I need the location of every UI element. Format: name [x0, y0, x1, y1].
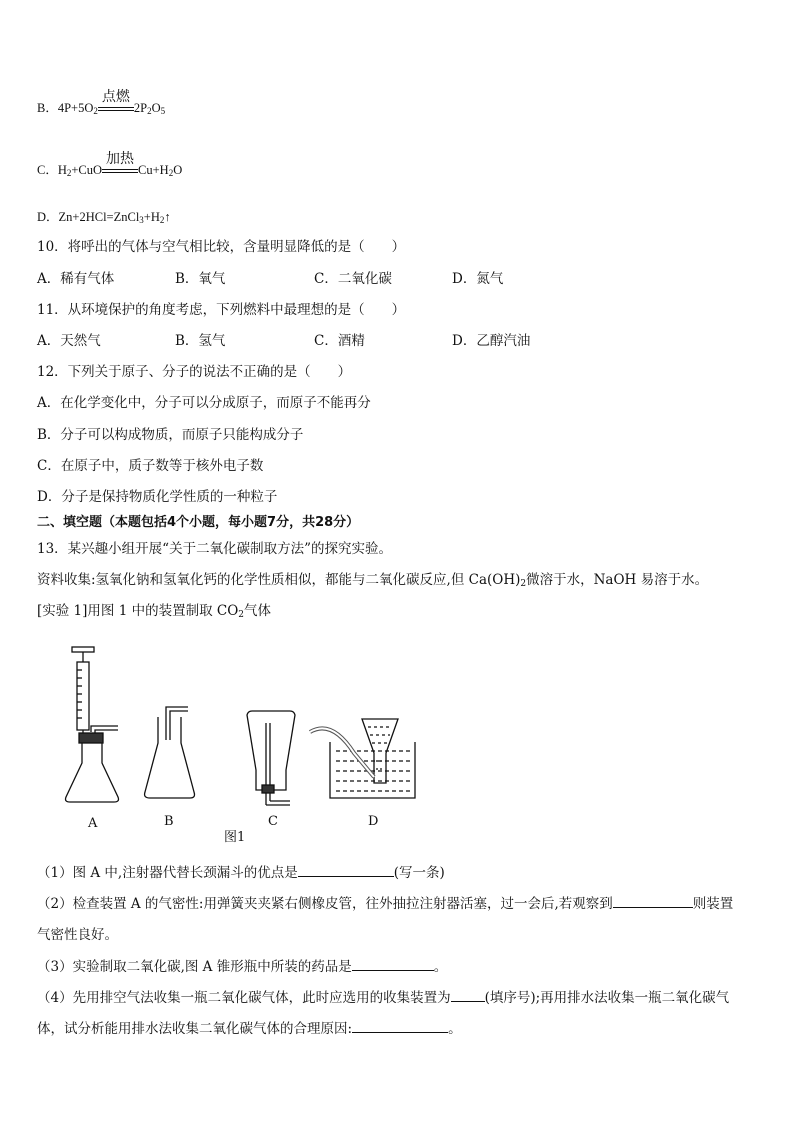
fig-label-b: B — [164, 814, 174, 829]
fig-label-c: C — [268, 814, 278, 829]
q11-option-d: D．乙醇汽油 — [452, 333, 531, 349]
answer-blank-2[interactable] — [613, 893, 693, 908]
q11-option-b: B．氢气 — [175, 333, 226, 349]
answer-blank-3[interactable] — [352, 956, 434, 971]
q13-part-4-cont: 体，试分析能用排水法收集二氧化碳气体的合理原因: 。 — [37, 1018, 462, 1039]
question-13-stem: 13．某兴趣小组开展“关于二氧化碳制取方法”的探究实验。 — [37, 541, 392, 557]
answer-blank-5[interactable] — [352, 1018, 448, 1033]
q12-option-c: C．在原子中，质子数等于核外电子数 — [37, 458, 264, 474]
figure-caption: 图1 — [224, 830, 246, 845]
reaction-condition-burn: 点燃 — [98, 98, 134, 118]
q11-option-a: A．天然气 — [37, 333, 101, 349]
fig-label-d: D — [368, 814, 379, 829]
q12-option-d: D．分子是保持物质化学性质的一种粒子 — [37, 489, 278, 505]
equation-d: D．$Zn+2HCl=ZnCl_3+H_2↑$ — [37, 210, 171, 225]
answer-blank-4[interactable] — [451, 987, 485, 1002]
apparatus-figure — [0, 635, 794, 845]
q10-option-a: A．稀有气体 — [37, 271, 115, 287]
q13-part-3: （3）实验制取二氧化碳,图 A 锥形瓶中所装的药品是 。 — [37, 956, 447, 977]
apparatus-a-flask-with-syringe — [66, 647, 119, 802]
q13-part-2-cont: 气密性良好。 — [37, 927, 118, 943]
q11-option-c: C．酒精 — [314, 333, 365, 349]
apparatus-b-conical-flask — [145, 707, 195, 798]
apparatus-c-inverted-bottle — [247, 711, 295, 805]
q13-info: 资料收集:氢氧化钠和氢氧化钙的化学性质相似，都能与二氧化碳反应,但 $Ca(OH)_2$微溶于水，NaOH 易溶于水。 — [37, 572, 709, 589]
q10-option-d: D．氮气 — [452, 271, 504, 287]
q12-option-a: A．在化学变化中，分子可以分成原子，而原子不能再分 — [37, 395, 371, 411]
q13-part-4: （4）先用排空气法收集一瓶二氧化碳气体，此时应选用的收集装置为 (填序号);再用排水法收集一瓶二氧化碳气 — [37, 987, 729, 1008]
q12-option-b: B．分子可以构成物质，而原子只能构成分子 — [37, 427, 304, 443]
fig-label-a: A — [88, 816, 98, 831]
q13-experiment-1: [实验 1]用图 1 中的装置制取 $CO_2$气体 — [37, 603, 272, 620]
reaction-condition-heat: 加热 — [102, 160, 138, 180]
q10-option-c: C．二氧化碳 — [314, 271, 392, 287]
equation-b: B．$4P+5O_2$ 点燃 $2P_2O_5$ — [37, 89, 166, 116]
question-11-stem: 11．从环境保护的角度考虑，下列燃料中最理想的是（ ） — [37, 302, 406, 318]
q13-part-1: （1）图 A 中,注射器代替长颈漏斗的优点是 (写一条) — [37, 862, 445, 883]
q10-option-b: B．氧气 — [175, 271, 226, 287]
q13-part-2: （2）检查装置 A 的气密性:用弹簧夹夹紧右侧橡皮管，往外抽拉注射器活塞，过一会后,若观察到 则装置 — [37, 893, 733, 914]
section-heading: 二、填空题（本题包括4个小题，每小题7分，共28分） — [37, 515, 360, 530]
equation-c: C．$H_2+CuO$ 加热 $Cu+H_2O$ — [37, 151, 183, 178]
question-12-stem: 12．下列关于原子、分子的说法不正确的是（ ） — [37, 364, 352, 380]
question-10-stem: 10．将呼出的气体与空气相比较，含量明显降低的是（ ） — [37, 239, 406, 255]
apparatus-d-water-trough — [310, 719, 415, 798]
answer-blank-1[interactable] — [298, 862, 394, 877]
